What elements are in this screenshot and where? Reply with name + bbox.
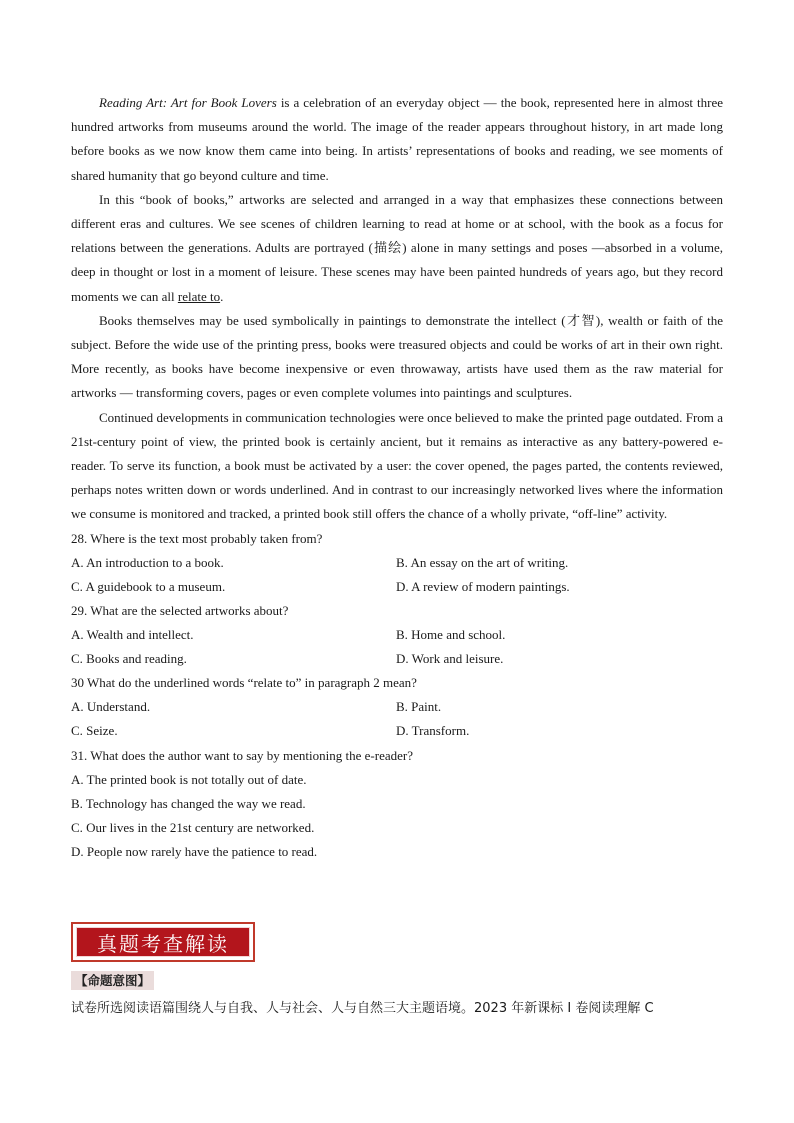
question-30-stem: 30 What do the underlined words “relate to” in paragraph 2 mean? — [71, 675, 417, 691]
question-29-stem: 29. What are the selected artworks about? — [71, 602, 289, 618]
option: C. Seize. — [71, 723, 118, 739]
question-29-options — [71, 623, 723, 671]
option: A. The printed book is not totally out of date. — [71, 771, 307, 787]
section-banner-title: 真题考查解读 — [76, 927, 250, 957]
question-28-options — [71, 551, 723, 599]
question-28-stem: 28. Where is the text most probably taken from? — [71, 530, 323, 546]
option: B. Paint. — [396, 699, 442, 715]
passage-container — [71, 91, 723, 864]
question-31-stem: 31. What does the author want to say by mentioning the e-reader? — [71, 747, 413, 763]
question-30-options — [71, 695, 723, 743]
option: B. Home and school. — [396, 627, 506, 643]
option: C. Books and reading. — [71, 651, 187, 667]
paragraph-3: Books themselves may be used symbolically in paintings to demonstrate the intellect (才智), wealth or faith of the subject. Before the wide use of the printing press, books were treasured objects and could be works of art in their own right. More recently, as books have become inexpensive or even throwaway, artists have used them as the raw material for artworks — transforming covers, pages or even complete volumes into paintings and sculptures. — [71, 312, 723, 401]
paragraph-2: In this “book of books,” artworks are selected and arranged in a way that emphasizes these connections between different eras and cultures. We see scenes of children learning to read at home or at school, with the book as a focus for relations between the generations. Adults are portrayed (描绘) alone in many settings and poses —absorbed in a volume, deep in thought or lost in a moment of leisure. These scenes may have been painted hundreds of years ago, but they record moments we can all relate to. — [71, 191, 723, 304]
option: A. Understand. — [71, 699, 151, 715]
option: C. A guidebook to a museum. — [71, 578, 226, 594]
option: D. Transform. — [396, 723, 470, 739]
option: D. People now rarely have the patience to read. — [71, 843, 318, 859]
option: B. An essay on the art of writing. — [396, 554, 569, 570]
paragraph-1: Reading Art: Art for Book Lovers is a celebration of an everyday object — the book, represented here in almost three hundred artworks from museums around the world. The image of the reader appears throughout history, in art made long before books as we now know them came into being. In artists’ representations of books and reading, we see moments of shared humanity that go beyond culture and time. — [71, 95, 723, 183]
option: D. A review of modern paintings. — [396, 578, 570, 594]
option: C. Our lives in the 21st century are networked. — [71, 819, 315, 835]
paragraph-4: Continued developments in communication technologies were once believed to make the printed page outdated. From a 21st-century point of view, the printed book is certainly ancient, but it remains as interactive as any battery-powered e-reader. To serve its function, a book must be activated by a user: the cover opened, the pages parted, the contents reviewed, perhaps notes written down or words underlined. And in contrast to our increasingly networked lives where the information we consume is monitored and tracked, a printed book still offers the chance of a wholly private, “off-line” activity. — [71, 409, 723, 522]
option: A. An introduction to a book. — [71, 554, 224, 570]
intent-tag: 【命题意图】 — [71, 971, 154, 990]
option: B. Technology has changed the way we read. — [71, 795, 306, 811]
underlined-phrase: relate to — [177, 288, 221, 304]
analysis-intro: 试卷所选阅读语篇围绕人与自我、人与社会、人与自然三大主题语境。2023 年新课标 I 卷阅读理解 C — [71, 1001, 654, 1016]
option: A. Wealth and intellect. — [71, 627, 194, 643]
book-title: Reading Art: Art for Book Lovers — [99, 95, 277, 110]
option: D. Work and leisure. — [396, 651, 504, 667]
section-banner — [71, 922, 255, 962]
